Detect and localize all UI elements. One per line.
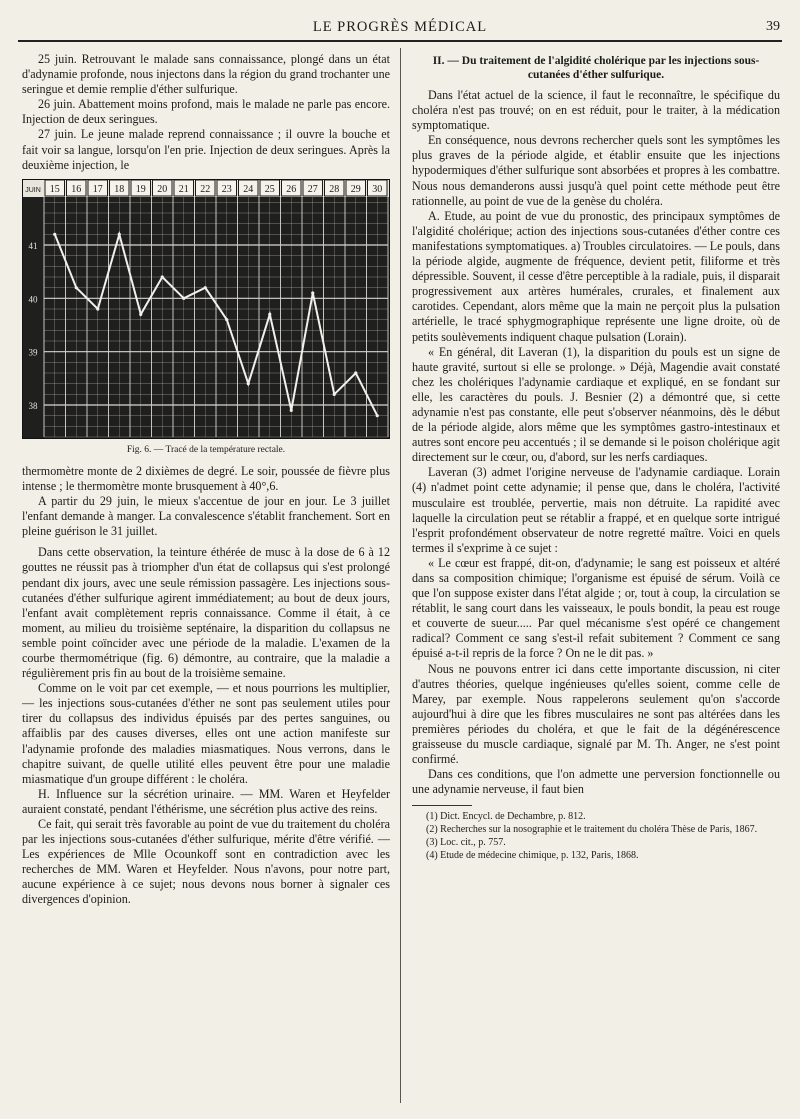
footnote: (3) Loc. cit., p. 757. [426,837,506,849]
paragraph: « En général, dit Laveran (1), la disparition du pouls est un signe de haute gravité, surtout si elle se prolonge. » Déjà, Magendie avait constaté chez les cholériques l'adynamie cardiaque et expliqué, en se fondant sur elle, les caractères du pouls. J. Besnier (2) a démontré que, si cette adynamie n'est pas constante, elle peut s'observer néanmoins, dès le début de la période algide, alors même que les symptômes gastro-intestinaux et autres sont encore peu accentués ; il se demande si le poison cholérique agit directement sur le cœur, ou, d'abord, sur les nerfs cardiaques. [412,344,780,465]
paragraph: 25 juin. Retrouvant le malade sans connaissance, plongé dans un état d'adynamie profonde, nous injectons dans la région du grand trochanter une seringue et demie remplie d'éther sulfurique. [22,52,390,97]
footnote: (4) Etude de médecine chimique, p. 132, Paris, 1868. [426,850,639,862]
x-tick-label: 21 [178,183,189,195]
x-tick-label: 22 [200,183,211,195]
paragraph: Dans ces conditions, que l'on admette une perversion fonctionnelle ou une adynamie nerveuse, il faut bien [412,767,780,797]
temperature-point [333,392,336,395]
paragraph: Dans l'état actuel de la science, il faut le reconnaître, le spécifique du choléra n'est pas trouvé; on en est réduit, pour le traiter, à la médication symptomatique. [412,88,780,133]
temperature-point [247,382,250,385]
x-tick-label: 25 [264,183,275,195]
temperature-point [376,414,379,417]
y-tick-label: 38 [28,400,38,411]
footnote-rule [412,805,472,806]
section-heading: II. — Du traitement de l'algidité cholérique par les injections sous-cutanées d'éther sulfurique. [432,55,760,81]
page-number: 39 [766,19,780,34]
x-tick-label: 29 [350,183,361,195]
paragraph: Laveran (3) admet l'origine nerveuse de l'adynamie cardiaque. Lorain (4) n'admet point cette adynamie; il pense que, dans le choléra, l'activité musculaire est troublée, pervertie, mais non détruite. La rapidité avec laquelle la circulation peut se rétablir a frappé, et en quelque sorte intrigué l'esprit profondément observateur de notre regretté maître. Voici en quels termes il s'exprime à ce sujet : [412,465,780,555]
figure-caption: Fig. 6. — Tracé de la température rectale. [126,444,286,455]
paragraph: 26 juin. Abattement moins profond, mais le malade ne parle pas encore. Injection de deux seringues. [22,97,390,127]
y-tick-label: 41 [28,240,38,251]
x-tick-label: 19 [135,183,146,195]
paragraph: Nous ne pouvons entrer ici dans cette importante discussion, ni citer d'autres théories, quelque ingénieuses qu'elles soient, comme celle de Marey, par exemple. Nous rappelerons seulement qu'on s'accorde aujourd'hui à dire que les fibres musculaires ne sont pas altérées dans les premières périodes du choléra, et que le fait de la dégénérescence graisseuse du muscle cardiaque, signalé par M. Th. Anger, ne s'est point confirmé. [412,661,780,767]
y-tick-label: 40 [28,294,38,305]
column-divider [400,48,401,1103]
temperature-point [311,291,314,294]
temperature-chart [22,179,390,439]
paragraph: 27 juin. Le jeune malade reprend connaissance ; il ouvre la bouche et fait voir sa langue, lorsqu'on l'en prie. Injection de deux seringues. Après la deuxième injection, le [22,127,390,172]
x-tick-label: 24 [243,183,254,195]
temperature-point [161,275,164,278]
paragraph: thermomètre monte de 2 dixièmes de degré. Le soir, poussée de fièvre plus intense ; le thermomètre monte brusquement à 40°,6. [22,463,390,493]
paragraph: Ce fait, qui serait très favorable au point de vue du traitement du choléra par les injections sous-cutanées d'éther sulfurique, mérite d'être vérifié. — Les expériences de Mlle Ocounkoff sont en contradiction avec les recherches de MM. Waren et Heyfelder. Nous n'avons, pour notre part, aucune expérience à ce sujet; nous devons nous borner à signaler ces divergences d'opinion. [22,817,390,907]
footnote: (1) Dict. Encycl. de Dechambre, p. 812. [426,811,586,823]
paragraph: H. Influence sur la sécrétion urinaire. — MM. Waren et Heyfelder auraient constaté, pendant l'éthérisme, une sécrétion plus active des reins. [22,786,390,816]
paragraph: Dans cette observation, la teinture éthérée de musc à la dose de 6 à 12 gouttes ne réussit pas à triompher d'un état de collapsus qui s'est prolongé pendant dix jours, avec une seule rémission passagère. Les injections sous-cutanées d'éther sulfurique agirent immédiatement; au bout de deux jours, l'enfant avait complètement repris connaissance. Comme il était, à ce moment, au milieu du troisième septénaire, la disparition du collapsus ne semble point coïncider avec une période de la maladie. L'examen de la courbe thermométrique (fig. 6) démontre, au contraire, que la maladie a régulièrement pris fin au bout de la troisième semaine. [22,545,390,681]
temperature-point [96,307,99,310]
x-tick-label: 27 [307,183,318,195]
footnote: (2) Recherches sur la nosographie et le traitement du choléra Thèse de Paris, 1867. [426,824,758,836]
paragraph: A partir du 29 juin, le mieux s'accentue de jour en jour. Le 3 juillet l'enfant demande à manger. La convalescence s'établit franchement. Sort en pleine guérison le 31 juillet. [22,494,390,539]
y-tick-label: 39 [28,347,38,358]
temperature-chart-figure [22,179,390,458]
footnotes [412,810,780,862]
x-tick-label: 23 [221,183,232,195]
x-tick-label: 30 [372,183,383,195]
temperature-point [354,371,357,374]
paragraph: « Le cœur est frappé, dit-on, d'adynamie; le sang est poisseux et altéré dans sa composition chimique; l'organisme est épuisé de sérum. Voilà ce que l'on suppose exister dans l'état algide ; or, tout à coup, la circulation se rétablit, le sang court dans les vaisseaux, le pouls bondit, la peau est rouge et couverte de sueur..... Par quel mécanisme s'est opéré ce changement radical? Comment ce sang s'est-il refait subitement ? Comment ce sang épuisé a-t-il repris de la force ? On ne le dit pas. » [412,555,780,661]
x-tick-label: 15 [49,183,60,195]
x-tick-label: 20 [157,183,168,195]
running-title: LE PROGRÈS MÉDICAL [312,19,488,35]
paragraph: A. Etude, au point de vue du pronostic, des principaux symptômes de l'algidité cholérique; action des injections sous-cutanées d'éther contre ces manifestations symptomatiques. a) Troubles circulatoires. — Le pouls, dans la période algide, augmente de fréquence, devient petit, filiforme et très dépressible. Souvent, il cesse d'être perceptible à la radiale, puis, il disparait progressivement aux artères humérales, crurales, et finalement aux carotides. Cependant, alors même que la main ne perçoit plus la pulsation artérielle, le tracé sphygmographique représente une ligne droite, où de petits soulèvements indiquent chaque pulsation (Lorain). [412,208,780,344]
paragraph: En conséquence, nous devrons rechercher quels sont les symptômes les plus graves de la période algide, et établir ensuite que les injections hypodermiques d'éther sulfurique sont absorbées et propres à les combattre. Nous nous demanderons aussi jusqu'à quel point cette méthode peut être rationnelle, au point de vue de la genèse du choléra. [412,133,780,208]
temperature-point [53,232,56,235]
x-tick-label: 28 [329,183,340,195]
temperature-point [139,312,142,315]
chart-corner-label: JUIN [25,186,41,194]
paragraph: Comme on le voit par cet exemple, — et nous pourrions les multiplier, — les injections sous-cutanées d'éther ne sont pas seulement utiles pour tirer du collapsus des individus épuisés par des pertes sanguines, ou affaiblis par des causes diverses, elles ont une action manifeste sur l'adynamie profonde des maladies miasmatiques. Nous verrons, dans le chapitre suivant, de quelle utilité elles peuvent être pour une maladie miasmatique d'un groupe différent : le choléra. [22,681,390,786]
right-column [412,52,780,1102]
page-header [18,14,782,42]
x-tick-label: 17 [92,183,103,195]
left-column [22,52,390,1102]
temperature-point [75,286,78,289]
temperature-point [204,286,207,289]
x-tick-label: 26 [286,183,297,195]
temperature-point [118,232,121,235]
temperature-point [290,408,293,411]
temperature-point [225,318,228,321]
x-tick-label: 18 [114,183,125,195]
x-tick-label: 16 [71,183,82,195]
temperature-point [182,296,185,299]
temperature-point [268,312,271,315]
